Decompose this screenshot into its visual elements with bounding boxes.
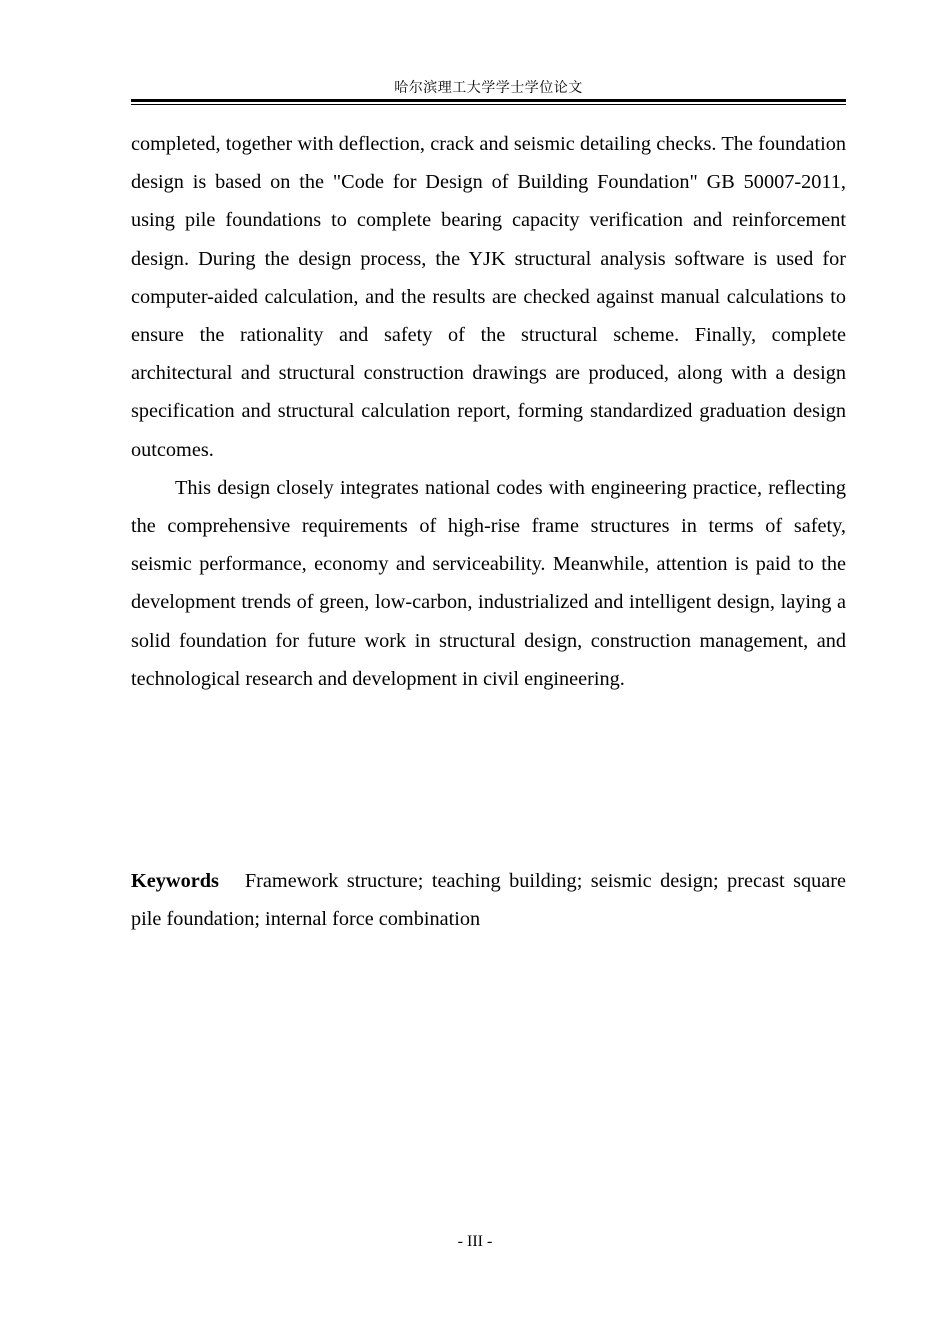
header-title: 哈尔滨理工大学学士学位论文 — [394, 80, 583, 96]
keywords-label: Keywords — [131, 870, 219, 892]
keywords-text: Framework structure; teaching building; seismic design; precast square pile foundation; internal force combination — [131, 870, 846, 931]
keywords-line — [131, 862, 846, 938]
page-header — [131, 76, 846, 106]
page-number: - III - — [457, 1233, 493, 1250]
header-rule-thin — [131, 104, 846, 105]
abstract-body — [131, 125, 846, 698]
header-rule-thick — [131, 99, 846, 102]
abstract-paragraph-continued: completed, together with deflection, crack and seismic detailing checks. The foundation design is based on the "Code for Design of Building Foundation" GB 50007-2011, using pile foundations to complete bearing capacity verification and reinforcement design. During the design process, the YJK structural analysis software is used for computer-aided calculation, and the results are checked against manual calculations to ensure the rationality and safety of the structural scheme. Finally, complete architectural and structural construction drawings are produced, along with a design specification and structural calculation report, forming standardized graduation design outcomes. — [131, 133, 846, 461]
abstract-paragraph: This design closely integrates national codes with engineering practice, reflecting the comprehensive requirements of high-rise frame structures in terms of safety, seismic performance, economy and serviceability. Meanwhile, attention is paid to the development trends of green, low-carbon, industrialized and intelligent design, laying a solid foundation for future work in structural design, construction management, and technological research and development in civil engineering. — [131, 476, 846, 690]
